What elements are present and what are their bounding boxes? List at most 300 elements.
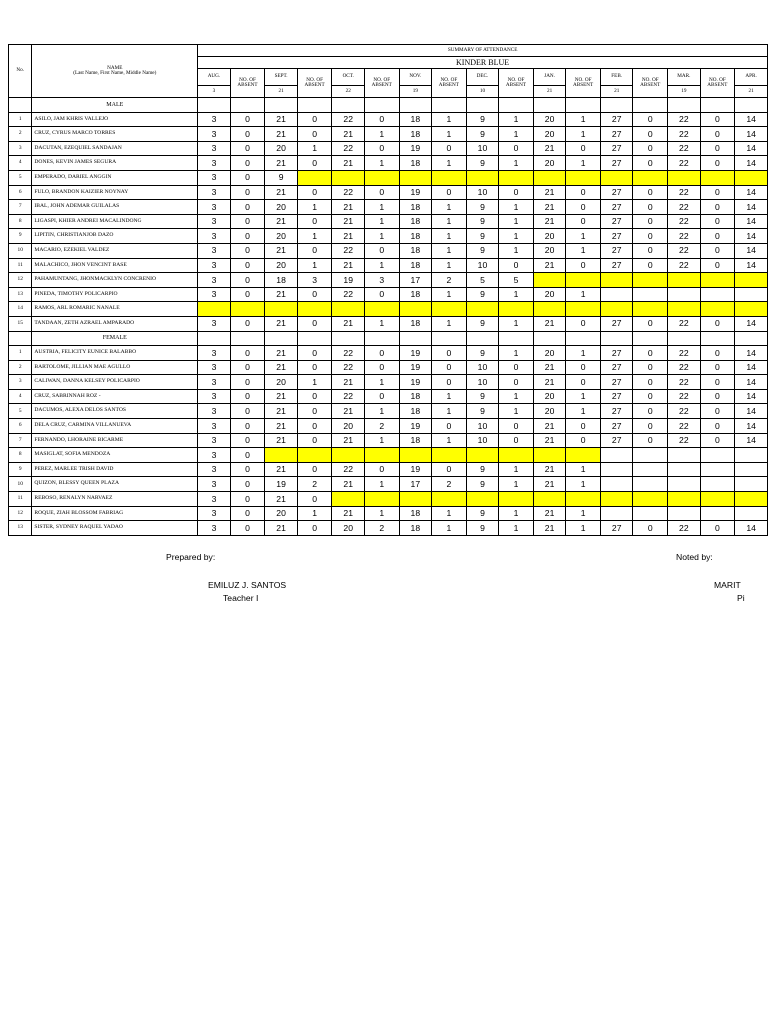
days-present-cell: 20 [533,389,566,404]
student-name: SISTER, SYDNEY RAQUEL YADAO [32,521,198,536]
days-present-cell: 3 [198,477,231,492]
absent-count-cell: 0 [230,462,265,477]
absent-count-cell: 1 [432,229,467,244]
days-present-cell [466,302,499,317]
absent-count-cell: 0 [230,243,265,258]
absent-count-cell: 1 [566,477,601,492]
days-present-cell: 22 [332,360,365,375]
school-days-count: 3 [198,86,231,98]
absent-count-cell: 0 [700,200,735,215]
days-present-cell: 21 [332,375,365,390]
days-present-cell: 19 [399,141,432,156]
absent-count-cell [633,273,668,288]
row-number: 8 [9,448,32,463]
row-number: 9 [9,229,32,244]
absent-count-cell: 1 [432,112,467,127]
days-present-cell: 19 [399,462,432,477]
class-name: KINDER BLUE [198,57,768,69]
absent-count-cell: 0 [230,287,265,302]
absent-count-cell: 1 [499,521,534,536]
days-present-cell [600,462,633,477]
prepared-by-label: Prepared by: [166,552,216,562]
days-present-cell: 9 [466,316,499,331]
row-number: 6 [9,419,32,434]
absent-count-cell [700,302,735,317]
absent-count-cell [297,170,332,185]
month-header: APR. [735,69,768,86]
student-name: MACARIO, EZEKIEL VALDEZ [32,243,198,258]
days-present-cell: 9 [466,346,499,361]
absent-count-cell: 0 [700,346,735,361]
absent-count-cell: 0 [633,346,668,361]
student-name: QUIZON, BLESSY QUEEN PLAZA [32,477,198,492]
absent-count-cell: 0 [700,141,735,156]
days-present-cell: 3 [198,127,231,142]
days-present-cell: 19 [399,419,432,434]
days-present-cell: 21 [332,214,365,229]
absent-count-cell: 0 [633,258,668,273]
table-row [9,287,768,302]
days-present-cell: 21 [265,214,298,229]
row-number: 8 [9,214,32,229]
absent-count-cell [499,170,534,185]
days-present-cell [735,477,768,492]
days-present-cell: 10 [466,433,499,448]
days-present-cell: 9 [265,170,298,185]
absent-count-cell: 1 [499,229,534,244]
absent-count-cell: 1 [499,214,534,229]
absent-count-cell: 1 [566,521,601,536]
absent-count-cell: 0 [566,316,601,331]
days-present-cell: 14 [735,200,768,215]
principal-title: Pi [737,593,745,603]
days-present-cell: 18 [399,243,432,258]
row-number: 11 [9,492,32,507]
absent-count-cell: 1 [432,243,467,258]
absent-count-cell: 1 [297,200,332,215]
days-present-cell: 3 [198,492,231,507]
absent-count-cell: 1 [432,287,467,302]
days-present-cell: 20 [533,112,566,127]
absent-count-cell [297,302,332,317]
absent-count-cell: 0 [700,316,735,331]
table-row [9,521,768,536]
days-present-cell: 21 [265,419,298,434]
absent-count-cell: 0 [364,360,399,375]
days-present-cell: 3 [198,287,231,302]
days-present-cell: 14 [735,141,768,156]
name-column-header [32,45,198,98]
absent-count-cell [700,448,735,463]
days-present-cell: 3 [198,112,231,127]
student-name: MALACHICO, JHON VENCINT BASE [32,258,198,273]
days-present-cell: 9 [466,243,499,258]
absent-count-cell: 0 [633,404,668,419]
absent-count-cell: 0 [633,243,668,258]
days-present-cell [668,273,701,288]
absent-count-cell: 0 [297,492,332,507]
days-present-cell: 9 [466,112,499,127]
days-present-cell: 21 [533,360,566,375]
days-present-cell: 21 [332,229,365,244]
days-present-cell: 3 [198,346,231,361]
absent-count-cell: 2 [364,521,399,536]
absent-header: NO. OF ABSENT [230,69,265,98]
days-present-cell: 21 [533,433,566,448]
days-present-cell: 22 [668,200,701,215]
absent-count-cell: 0 [364,389,399,404]
days-present-cell: 27 [600,375,633,390]
days-present-cell: 20 [265,200,298,215]
days-present-cell: 20 [332,521,365,536]
days-present-cell: 21 [265,521,298,536]
row-number: 13 [9,287,32,302]
days-present-cell [533,492,566,507]
days-present-cell: 19 [265,477,298,492]
absent-count-cell: 1 [499,200,534,215]
days-present-cell [399,302,432,317]
days-present-cell: 17 [399,477,432,492]
absent-count-cell: 1 [499,404,534,419]
absent-count-cell: 0 [566,200,601,215]
student-name: LIPITIN, CHRISTIANJOB DAZO [32,229,198,244]
days-present-cell: 21 [265,185,298,200]
absent-count-cell: 0 [230,448,265,463]
absent-count-cell: 1 [364,506,399,521]
days-present-cell: 18 [399,112,432,127]
days-present-cell: 18 [399,127,432,142]
absent-count-cell: 1 [297,229,332,244]
absent-count-cell: 1 [432,127,467,142]
days-present-cell: 22 [668,141,701,156]
absent-count-cell: 1 [566,404,601,419]
student-name: ASILO, JAM KHRIS VALLEJO [32,112,198,127]
absent-count-cell [633,492,668,507]
days-present-cell [600,287,633,302]
absent-count-cell: 0 [566,258,601,273]
days-present-cell: 21 [332,258,365,273]
days-present-cell: 27 [600,243,633,258]
absent-count-cell: 0 [432,462,467,477]
days-present-cell: 3 [198,170,231,185]
absent-count-cell: 0 [230,112,265,127]
absent-count-cell: 1 [499,462,534,477]
days-present-cell: 3 [198,506,231,521]
table-row [9,404,768,419]
days-present-cell: 14 [735,433,768,448]
days-present-cell: 9 [466,127,499,142]
absent-count-cell: 0 [633,229,668,244]
days-present-cell [600,492,633,507]
month-header: AUG. [198,69,231,86]
absent-count-cell: 1 [566,346,601,361]
days-present-cell: 22 [332,462,365,477]
days-present-cell: 21 [265,492,298,507]
days-present-cell: 22 [332,141,365,156]
teacher-name: EMILUZ J. SANTOS [208,580,287,590]
days-present-cell [533,302,566,317]
absent-count-cell: 0 [499,419,534,434]
absent-count-cell [633,462,668,477]
absent-count-cell: 1 [297,141,332,156]
absent-count-cell: 0 [297,346,332,361]
days-present-cell: 21 [533,200,566,215]
absent-count-cell: 0 [499,360,534,375]
absent-count-cell: 0 [700,127,735,142]
days-present-cell: 20 [265,258,298,273]
absent-count-cell: 1 [566,462,601,477]
days-present-cell: 27 [600,214,633,229]
row-number: 12 [9,273,32,288]
absent-count-cell: 0 [566,185,601,200]
days-present-cell: 21 [533,375,566,390]
days-present-cell [668,448,701,463]
absent-count-cell: 0 [230,433,265,448]
days-present-cell [668,302,701,317]
absent-count-cell [566,448,601,463]
absent-count-cell [566,273,601,288]
school-days-count: 21 [600,86,633,98]
days-present-cell: 21 [265,389,298,404]
days-present-cell: 9 [466,477,499,492]
absent-count-cell: 0 [633,185,668,200]
absent-count-cell: 0 [230,506,265,521]
days-present-cell [668,287,701,302]
absent-count-cell: 0 [364,185,399,200]
absent-count-cell: 1 [566,506,601,521]
absent-count-cell: 0 [633,375,668,390]
absent-count-cell: 0 [364,141,399,156]
absent-count-cell: 1 [364,127,399,142]
days-present-cell: 14 [735,375,768,390]
absent-count-cell: 0 [364,462,399,477]
days-present-cell: 18 [399,506,432,521]
days-present-cell: 21 [265,360,298,375]
table-row [9,492,768,507]
noted-by-label: Noted by: [676,552,713,562]
days-present-cell: 21 [332,404,365,419]
days-present-cell [668,170,701,185]
absent-count-cell [566,170,601,185]
days-present-cell [399,448,432,463]
student-name: CRUZ, SABRINNAH ROZ - [32,389,198,404]
days-present-cell: 14 [735,156,768,171]
absent-count-cell: 0 [297,185,332,200]
days-present-cell [198,302,231,317]
absent-count-cell: 0 [297,214,332,229]
days-present-cell: 21 [533,185,566,200]
days-present-cell: 21 [332,200,365,215]
table-row [9,229,768,244]
absent-count-cell: 1 [364,477,399,492]
days-present-cell: 9 [466,229,499,244]
days-present-cell: 19 [399,375,432,390]
table-row [9,112,768,127]
days-present-cell: 21 [533,521,566,536]
row-number: 13 [9,521,32,536]
absent-count-cell: 0 [633,156,668,171]
days-present-cell: 18 [399,389,432,404]
days-present-cell [533,273,566,288]
days-present-cell: 20 [533,346,566,361]
days-present-cell: 27 [600,433,633,448]
absent-count-cell: 1 [499,316,534,331]
absent-count-cell: 0 [230,141,265,156]
absent-count-cell: 0 [364,243,399,258]
absent-count-cell: 0 [432,185,467,200]
row-number: 15 [9,316,32,331]
days-present-cell: 21 [533,419,566,434]
table-row [9,419,768,434]
absent-count-cell: 1 [432,316,467,331]
table-row [9,316,768,331]
student-name: TANDAAN, ZETH AZRAEL AMPARADO [32,316,198,331]
absent-count-cell: 2 [364,419,399,434]
table-row [9,214,768,229]
days-present-cell [466,448,499,463]
days-present-cell: 22 [332,243,365,258]
row-number: 7 [9,200,32,215]
table-row [9,156,768,171]
absent-count-cell: 0 [364,112,399,127]
days-present-cell: 22 [668,214,701,229]
absent-header: NO. OF ABSENT [297,69,332,98]
absent-count-cell: 0 [633,127,668,142]
section-title: FEMALE [32,331,198,346]
days-present-cell: 21 [533,141,566,156]
absent-count-cell [700,287,735,302]
days-present-cell: 14 [735,112,768,127]
days-present-cell: 14 [735,316,768,331]
days-present-cell [332,170,365,185]
principal-name: MARIT [714,580,741,590]
student-name: FERNANDO, LHORAINE BICARME [32,433,198,448]
days-present-cell [600,506,633,521]
absent-count-cell: 0 [700,243,735,258]
days-present-cell: 19 [399,360,432,375]
days-present-cell: 27 [600,185,633,200]
absent-count-cell: 0 [700,185,735,200]
absent-count-cell: 1 [432,214,467,229]
absent-header: NO. OF ABSENT [566,69,601,98]
days-present-cell [600,273,633,288]
days-present-cell: 3 [198,229,231,244]
days-present-cell: 3 [198,200,231,215]
days-present-cell: 21 [265,156,298,171]
absent-count-cell: 1 [499,243,534,258]
days-present-cell: 10 [466,258,499,273]
days-present-cell: 27 [600,127,633,142]
row-number: 5 [9,170,32,185]
row-number: 3 [9,141,32,156]
days-present-cell: 10 [466,185,499,200]
absent-count-cell: 0 [633,112,668,127]
absent-count-cell [700,170,735,185]
row-number: 6 [9,185,32,200]
student-name: PAHAMUNTANG, JHONMACKLYN CONCRENIO [32,273,198,288]
month-header: MAR. [668,69,701,86]
days-present-cell [668,462,701,477]
absent-count-cell [297,448,332,463]
days-present-cell: 3 [198,156,231,171]
school-days-count: 21 [735,86,768,98]
days-present-cell: 14 [735,185,768,200]
absent-count-cell: 1 [499,287,534,302]
absent-count-cell: 0 [633,360,668,375]
absent-count-cell [499,492,534,507]
absent-count-cell [432,448,467,463]
days-present-cell: 22 [668,229,701,244]
table-row [9,477,768,492]
absent-count-cell: 1 [566,389,601,404]
days-present-cell: 27 [600,521,633,536]
absent-count-cell: 0 [364,346,399,361]
student-name: REBOSO, RENALYN NARVAEZ [32,492,198,507]
days-present-cell [265,302,298,317]
month-header: OCT. [332,69,365,86]
absent-count-cell: 0 [230,214,265,229]
days-present-cell: 22 [668,185,701,200]
absent-count-cell: 0 [432,346,467,361]
absent-count-cell: 0 [297,127,332,142]
absent-count-cell: 0 [230,258,265,273]
days-present-cell [735,448,768,463]
absent-count-cell: 0 [297,112,332,127]
table-row [9,127,768,142]
days-present-cell: 14 [735,404,768,419]
absent-count-cell: 0 [230,156,265,171]
days-present-cell: 21 [332,506,365,521]
absent-count-cell: 1 [364,316,399,331]
days-present-cell: 18 [399,200,432,215]
table-row [9,375,768,390]
days-present-cell: 27 [600,112,633,127]
absent-count-cell [230,302,265,317]
student-name: AUSTRIA, FELICITY EUNICE BALABBO [32,346,198,361]
days-present-cell [668,492,701,507]
absent-count-cell: 0 [700,375,735,390]
days-present-cell: 3 [198,389,231,404]
absent-count-cell [432,302,467,317]
absent-count-cell: 0 [633,141,668,156]
days-present-cell: 21 [533,258,566,273]
student-name: ROQUE, ZIAH BLOSSOM FABRIAG [32,506,198,521]
absent-count-cell: 0 [297,360,332,375]
absent-count-cell: 0 [297,419,332,434]
absent-count-cell [566,302,601,317]
absent-count-cell: 0 [230,170,265,185]
absent-count-cell [432,492,467,507]
days-present-cell: 20 [265,141,298,156]
table-row [9,170,768,185]
days-present-cell: 9 [466,200,499,215]
days-present-cell [735,492,768,507]
absent-count-cell: 1 [566,127,601,142]
days-present-cell [466,492,499,507]
days-present-cell: 14 [735,360,768,375]
absent-count-cell: 1 [297,258,332,273]
days-present-cell: 21 [265,243,298,258]
days-present-cell: 22 [668,419,701,434]
absent-count-cell: 1 [297,375,332,390]
absent-count-cell: 2 [432,477,467,492]
days-present-cell: 22 [668,112,701,127]
days-present-cell: 14 [735,229,768,244]
absent-count-cell [364,448,399,463]
absent-count-cell: 0 [230,521,265,536]
attendance-table [8,44,768,536]
absent-count-cell: 0 [230,389,265,404]
